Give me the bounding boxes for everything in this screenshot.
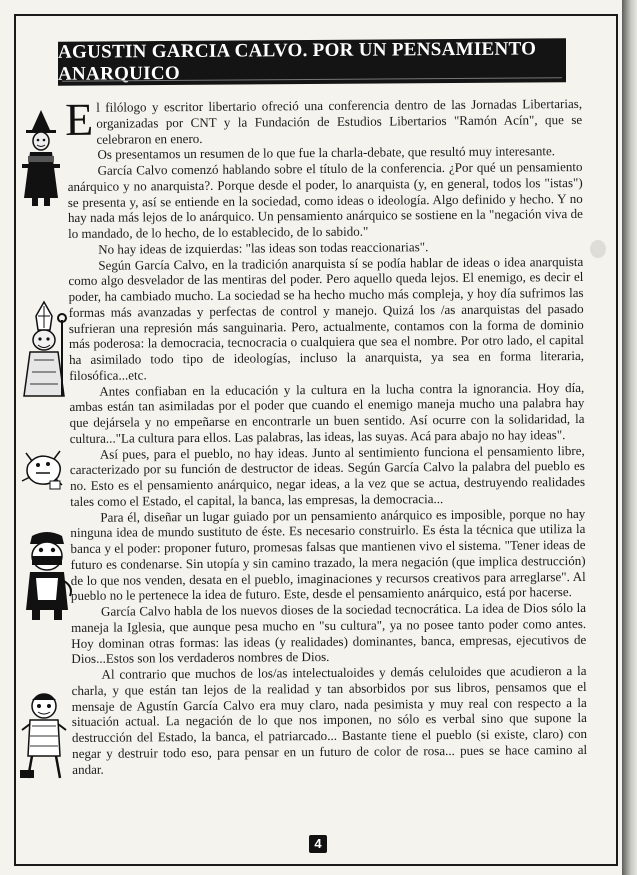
paper-stain — [590, 240, 606, 258]
paragraph: Así pues, para el pueblo, no hay ideas. Junto al sentimiento funciona el pensamiento libre, caracterizado por su función de destructor de ideas. Según García Calvo la palabra del pueblo es no. Esto es el pensamiento anárquico, negar ideas, a la vez que se actua, destruyendo realidades tales como el Estado, el capital, la banca, las empresas, la democracia... — [69, 442, 586, 509]
adjacent-page-edge — [622, 0, 637, 875]
drop-cap: E — [64, 93, 94, 146]
paragraph-text: l filólogo y escritor libertario ofreció una conferencia dentro de las Jornadas Libertarias, organizadas por CNT y la Fundación de Estudios Libertarios "Ramón Acín", que se celebraron en enero. — [96, 95, 583, 147]
article-body — [64, 93, 588, 777]
paragraph — [64, 93, 583, 147]
paragraph: Al contrario que muchos de los/as intelectualoides y demás celuloides que acudieron a la charla, y que están tan lejos de la realidad y tan absorbidos por sus libros, pensamos que el mensaje de Agustín García Calvo era muy claro, nada pesimista y muy real con respecto a la situación actual. La negación de lo que nos imponen, no sólo es verbal sino que supone la destrucción del Estado, la banca, el patriarcado... Bastante tiene el pueblo (si existe, claro) con negar y destruir todo eso, para pensar en un futuro de color de rosa... pues se hace camino al andar. — [71, 662, 588, 777]
page-number: 4 — [309, 835, 327, 853]
paragraph: Os presentamos un resumen de lo que fue la charla-debate, que resultó muy interesante. — [97, 143, 556, 163]
paragraph: Para él, diseñar un lugar guiado por un pensamiento anárquico es imposible, porque no hay ninguna idea de mundo sustituto de éste. Es necesario construirlo. Es ésta la técnica que utiliza la banca y el poder: proponer futuro, promesas falsas que mantienen vivo el sistema. "Tener ideas de futuro es condenarse. Sin utopía y sin camino trazado, la mera negación (que implica destrucción) de lo que nos venden, desata en el pueblo, imaginaciones y recursos creativos para arreglarse". Al pueblo no le pertenece la idea de futuro. Este, desde el pensamiento anárquico, está por hacerse. — [70, 505, 586, 604]
witch-figure-illustration — [18, 108, 64, 208]
gagged-figure-illustration — [18, 530, 76, 622]
article-title-text: AGUSTIN GARCIA CALVO. POR UN PENSAMIENTO ANARQUICO — [58, 38, 537, 85]
paragraph: García Calvo comenzó hablando sobre el título de la conferencia. ¿Por qué un pensamiento anárquico y no anarquista?. Porque desde el poder, lo anarquista (y, en general, todos los "istas") se presenta y, así se entiende en la sociedad, como ideas o ideología. Algo definido y hecho. Y no hay nada más lejos de lo anárquico. Un pensamiento anárquico se sostiene en la "negación viva de lo mandado, de lo hecho, de lo establecido, de lo sabido." — [67, 158, 583, 241]
paragraph: Según García Calvo, en la tradición anarquista sí se podía hablar de ideas o idea anarquista como algo desvelador de las mentiras del poder. Pero aquello queda lejos. El enemigo, es decir el poder, ha cambiado mucho. La sociedad se ha hecho mucho más compleja, y hoy día sufrimos las formas más avanzadas y perfectas de control y manejo. Quizá los /as anarquistas del pasado sufrieran una represión más sanguinaria. Pero, actualmente, contamos con la forma de dominio más poderosa: la democracia, tecnocracia o cualquiera que sea el nombre. Por otro lado, el capital ha asimilado todo tipo de ideologías, incluso la anarquista, ya sea en forma literaria, filosófica...etc. — [68, 253, 585, 383]
cartoon-character-illustration — [18, 690, 70, 782]
cartoon-animal-illustration — [20, 445, 68, 497]
bishop-figure-illustration — [20, 300, 68, 400]
paragraph: García Calvo habla de los nuevos dioses de la sociedad tecnocrática. La idea de Dios sólo la maneja la Iglesia, que aunque pesa mucho en "su cultura", ya no posee tanto poder como antes. Hoy dominan otras formas: las ideas (y realidades) dominantes, banca, empresas, ejecutivos de Dios...Estos son los verdaderos nombres de Dios. — [71, 599, 587, 667]
paragraph: Antes confiaban en la educación y la cultura en la lucha contra la ignorancia. Hoy día, ambas están tan asimiladas por el poder que cuando el enemigo maneja mucho una palabra hay que dejársela y no empeñarse en encontrarle un buen sentido. Así ocurre con la solidaridad, la cultura..."La cultura para ellos. Las palabras, las ideas, las suyas. Acá para abajo no hay ideas". — [69, 379, 585, 446]
paragraph: No hay ideas de izquierdas: "las ideas son todas reaccionarias". — [98, 238, 429, 257]
article-title — [58, 38, 566, 86]
